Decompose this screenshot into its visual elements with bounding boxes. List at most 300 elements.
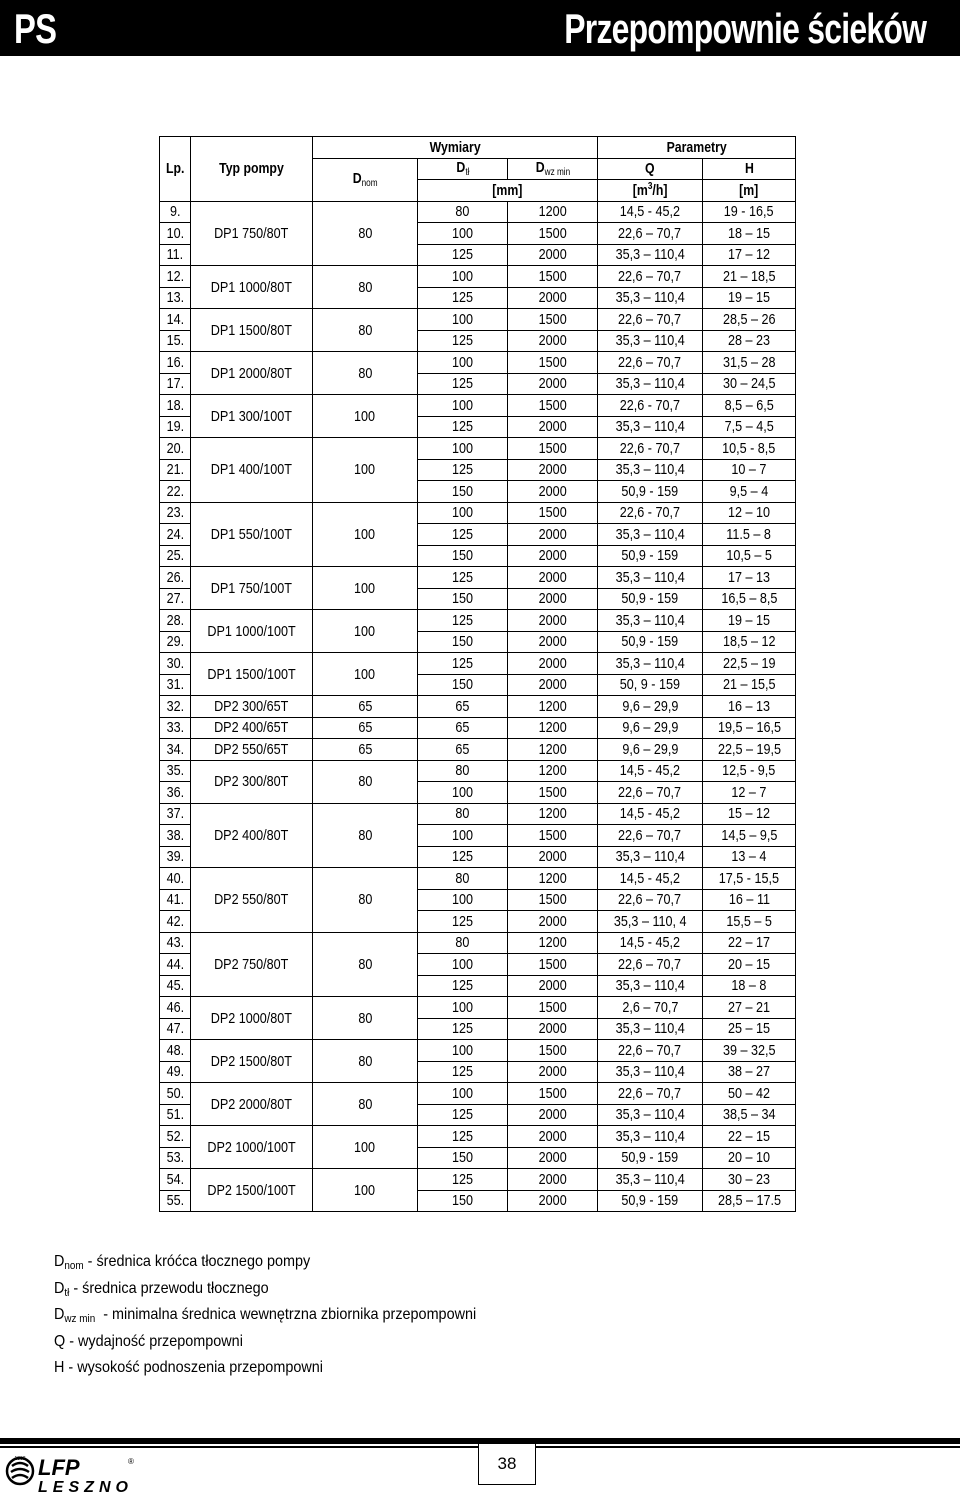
row-number-cell: 48.	[160, 1040, 191, 1062]
legend-item: $D_{wz min}$ - minimalna średnica wewnętrzna zbiornika przepompowni	[54, 1306, 477, 1325]
pump-type-cell: DP1 300/100T	[191, 395, 313, 438]
h-cell: 22 – 15	[703, 1126, 796, 1148]
row-number-cell: 39.	[160, 846, 191, 868]
dwz-cell: 1500	[508, 889, 598, 911]
dnom-cell: 80	[313, 201, 418, 266]
table-row	[160, 610, 796, 632]
dtl-cell: 125	[418, 330, 508, 352]
section-code: PS	[14, 5, 57, 52]
dnom-cell: 80	[313, 1040, 418, 1083]
dwz-cell: 1500	[508, 395, 598, 417]
h-cell: 10,5 – 5	[703, 545, 796, 567]
dtl-cell: 125	[418, 911, 508, 933]
h-cell: 12 – 7	[703, 782, 796, 804]
q-cell: 22,6 – 70,7	[598, 782, 703, 804]
dwz-cell: 2000	[508, 524, 598, 546]
pump-type-cell: DP1 400/100T	[191, 438, 313, 503]
dwz-cell: 2000	[508, 459, 598, 481]
h-cell: 21 – 15,5	[703, 674, 796, 696]
q-cell: 35,3 – 110,4	[598, 1104, 703, 1126]
h-cell: 15,5 – 5	[703, 911, 796, 933]
dwz-cell: 1500	[508, 266, 598, 288]
dwz-cell: 1500	[508, 1040, 598, 1062]
dtl-cell: 80	[418, 803, 508, 825]
q-cell: 35,3 – 110,4	[598, 1018, 703, 1040]
col-dtl-header: $D_{tł}$	[418, 158, 508, 180]
pump-type-cell: DP2 550/65T	[191, 739, 313, 761]
dnom-cell: 80	[313, 1083, 418, 1126]
dwz-cell: 1200	[508, 932, 598, 954]
row-number-cell: 38.	[160, 825, 191, 847]
q-cell: 22,6 - 70,7	[598, 438, 703, 460]
table-row	[160, 1169, 796, 1191]
row-number-cell: 26.	[160, 567, 191, 589]
row-number-cell: 42.	[160, 911, 191, 933]
dtl-cell: 100	[418, 997, 508, 1019]
dnom-cell: 80	[313, 309, 418, 352]
dwz-cell: 1200	[508, 803, 598, 825]
dwz-cell: 1200	[508, 696, 598, 718]
dwz-cell: 2000	[508, 330, 598, 352]
h-cell: 17,5 - 15,5	[703, 868, 796, 890]
pump-type-cell: DP2 1500/80T	[191, 1040, 313, 1083]
dwz-cell: 2000	[508, 481, 598, 503]
h-cell: 17 – 13	[703, 567, 796, 589]
row-number-cell: 32.	[160, 696, 191, 718]
q-cell: 35,3 – 110,4	[598, 330, 703, 352]
dtl-cell: 125	[418, 1018, 508, 1040]
page-title: Przepompownie ścieków	[564, 5, 926, 52]
h-cell: 28,5 – 26	[703, 309, 796, 331]
h-cell: 22 – 17	[703, 932, 796, 954]
q-cell: 14,5 - 45,2	[598, 760, 703, 782]
pump-type-cell: DP1 1500/80T	[191, 309, 313, 352]
legend-item: $D_{tł}$ - średnica przewodu tłocznego	[54, 1279, 269, 1299]
q-cell: 50,9 - 159	[598, 631, 703, 653]
dwz-cell: 1200	[508, 739, 598, 761]
dnom-cell: 80	[313, 760, 418, 803]
legend-item: Q - wydajność przepompowni	[54, 1332, 243, 1350]
dtl-cell: 125	[418, 1104, 508, 1126]
q-cell: 22,6 – 70,7	[598, 825, 703, 847]
row-number-cell: 41.	[160, 889, 191, 911]
row-number-cell: 27.	[160, 588, 191, 610]
dtl-cell: 100	[418, 223, 508, 245]
q-cell: 14,5 - 45,2	[598, 868, 703, 890]
row-number-cell: 15.	[160, 330, 191, 352]
h-cell: 30 – 24,5	[703, 373, 796, 395]
table-row	[160, 739, 796, 761]
table-row	[160, 502, 796, 524]
dwz-cell: 2000	[508, 1190, 598, 1212]
dwz-cell: 1500	[508, 352, 598, 374]
row-number-cell: 37.	[160, 803, 191, 825]
col-lp-header: Lp.	[160, 137, 191, 202]
unit-mm: [mm]	[418, 180, 598, 202]
q-cell: 35,3 – 110,4	[598, 459, 703, 481]
q-cell: 22,6 – 70,7	[598, 309, 703, 331]
row-number-cell: 25.	[160, 545, 191, 567]
dwz-cell: 2000	[508, 1018, 598, 1040]
dtl-cell: 125	[418, 373, 508, 395]
q-cell: 35,3 – 110,4	[598, 567, 703, 589]
row-number-cell: 13.	[160, 287, 191, 309]
dwz-cell: 2000	[508, 567, 598, 589]
q-cell: 22,6 – 70,7	[598, 889, 703, 911]
table-row	[160, 653, 796, 675]
dnom-cell: 80	[313, 352, 418, 395]
dtl-cell: 125	[418, 287, 508, 309]
h-cell: 39 – 32,5	[703, 1040, 796, 1062]
pump-type-cell: DP1 750/100T	[191, 567, 313, 610]
q-cell: 35,3 – 110,4	[598, 1126, 703, 1148]
svg-text:LFP: LFP	[38, 1455, 80, 1480]
dwz-cell: 2000	[508, 911, 598, 933]
h-cell: 7,5 – 4,5	[703, 416, 796, 438]
dwz-cell: 2000	[508, 588, 598, 610]
row-number-cell: 17.	[160, 373, 191, 395]
dtl-cell: 125	[418, 459, 508, 481]
row-number-cell: 54.	[160, 1169, 191, 1191]
dtl-cell: 100	[418, 1083, 508, 1105]
dwz-cell: 1500	[508, 782, 598, 804]
h-cell: 16 – 11	[703, 889, 796, 911]
table-row	[160, 803, 796, 825]
q-cell: 35,3 – 110,4	[598, 287, 703, 309]
dtl-cell: 100	[418, 352, 508, 374]
dtl-cell: 150	[418, 674, 508, 696]
dnom-cell: 100	[313, 1169, 418, 1212]
h-cell: 50 – 42	[703, 1083, 796, 1105]
row-number-cell: 47.	[160, 1018, 191, 1040]
dtl-cell: 100	[418, 266, 508, 288]
dwz-cell: 1200	[508, 760, 598, 782]
h-cell: 10 – 7	[703, 459, 796, 481]
h-cell: 21 – 18,5	[703, 266, 796, 288]
pump-type-cell: DP1 2000/80T	[191, 352, 313, 395]
h-cell: 19 – 15	[703, 287, 796, 309]
row-number-cell: 16.	[160, 352, 191, 374]
q-cell: 50, 9 - 159	[598, 674, 703, 696]
dwz-cell: 1500	[508, 997, 598, 1019]
q-cell: 22,6 – 70,7	[598, 266, 703, 288]
h-cell: 19 - 16,5	[703, 201, 796, 223]
table-row	[160, 309, 796, 331]
table-row	[160, 1040, 796, 1062]
table-body	[160, 201, 796, 1212]
h-cell: 19,5 – 16,5	[703, 717, 796, 739]
row-number-cell: 9.	[160, 201, 191, 223]
dnom-cell: 80	[313, 803, 418, 868]
row-number-cell: 49.	[160, 1061, 191, 1083]
row-number-cell: 35.	[160, 760, 191, 782]
dtl-cell: 125	[418, 567, 508, 589]
q-cell: 35,3 – 110,4	[598, 1061, 703, 1083]
table-row	[160, 266, 796, 288]
dnom-cell: 65	[313, 739, 418, 761]
pump-type-cell: DP1 1000/80T	[191, 266, 313, 309]
h-cell: 14,5 – 9,5	[703, 825, 796, 847]
h-cell: 20 – 10	[703, 1147, 796, 1169]
h-cell: 18 – 8	[703, 975, 796, 997]
dnom-cell: 100	[313, 395, 418, 438]
row-number-cell: 24.	[160, 524, 191, 546]
dwz-cell: 2000	[508, 653, 598, 675]
unit-h: [m]	[703, 180, 796, 202]
table-row	[160, 567, 796, 589]
table-row	[160, 997, 796, 1019]
dtl-cell: 100	[418, 309, 508, 331]
dtl-cell: 150	[418, 1147, 508, 1169]
h-cell: 9,5 – 4	[703, 481, 796, 503]
h-cell: 13 – 4	[703, 846, 796, 868]
q-cell: 35,3 – 110,4	[598, 373, 703, 395]
dtl-cell: 80	[418, 868, 508, 890]
table-row	[160, 1126, 796, 1148]
dtl-cell: 100	[418, 954, 508, 976]
svg-text:®: ®	[128, 1457, 134, 1466]
row-number-cell: 12.	[160, 266, 191, 288]
dwz-cell: 2000	[508, 1061, 598, 1083]
dtl-cell: 125	[418, 1061, 508, 1083]
dwz-cell: 2000	[508, 1126, 598, 1148]
pump-table	[159, 136, 796, 1212]
dtl-cell: 125	[418, 975, 508, 997]
row-number-cell: 23.	[160, 502, 191, 524]
dnom-cell: 80	[313, 932, 418, 997]
q-cell: 50,9 - 159	[598, 1190, 703, 1212]
q-cell: 22,6 - 70,7	[598, 502, 703, 524]
row-number-cell: 30.	[160, 653, 191, 675]
q-cell: 22,6 – 70,7	[598, 352, 703, 374]
dnom-cell: 100	[313, 502, 418, 567]
h-cell: 11.5 – 8	[703, 524, 796, 546]
row-number-cell: 33.	[160, 717, 191, 739]
dwz-cell: 1200	[508, 868, 598, 890]
row-number-cell: 52.	[160, 1126, 191, 1148]
row-number-cell: 46.	[160, 997, 191, 1019]
row-number-cell: 29.	[160, 631, 191, 653]
dtl-cell: 150	[418, 545, 508, 567]
svg-text:LESZNO: LESZNO	[38, 1479, 128, 1494]
col-dwz-header: $D_{wz min}$	[508, 158, 598, 180]
pump-type-cell: DP2 300/80T	[191, 760, 313, 803]
pump-type-cell: DP2 550/80T	[191, 868, 313, 933]
dtl-cell: 125	[418, 524, 508, 546]
dtl-cell: 100	[418, 825, 508, 847]
dtl-cell: 65	[418, 717, 508, 739]
q-cell: 9,6 – 29,9	[598, 696, 703, 718]
h-cell: 16 – 13	[703, 696, 796, 718]
header-bar	[0, 0, 960, 56]
pump-type-cell: DP2 300/65T	[191, 696, 313, 718]
dwz-cell: 2000	[508, 244, 598, 266]
page-number: 38	[478, 1444, 536, 1485]
dtl-cell: 125	[418, 416, 508, 438]
dnom-cell: 80	[313, 997, 418, 1040]
h-cell: 38 – 27	[703, 1061, 796, 1083]
dtl-cell: 150	[418, 481, 508, 503]
dtl-cell: 80	[418, 760, 508, 782]
group-params-header: Parametry	[598, 137, 796, 159]
dwz-cell: 2000	[508, 287, 598, 309]
unit-q: $[m^3/h]$	[598, 180, 703, 202]
q-cell: 35,3 – 110, 4	[598, 911, 703, 933]
dtl-cell: 125	[418, 846, 508, 868]
h-cell: 25 – 15	[703, 1018, 796, 1040]
row-number-cell: 28.	[160, 610, 191, 632]
h-cell: 30 – 23	[703, 1169, 796, 1191]
q-cell: 35,3 – 110,4	[598, 610, 703, 632]
h-cell: 22,5 – 19,5	[703, 739, 796, 761]
h-cell: 10,5 - 8,5	[703, 438, 796, 460]
col-type-header: Typ pompy	[191, 137, 313, 202]
pump-type-cell: DP1 1500/100T	[191, 653, 313, 696]
q-cell: 50,9 - 159	[598, 481, 703, 503]
pump-type-cell: DP2 1000/100T	[191, 1126, 313, 1169]
dwz-cell: 1500	[508, 825, 598, 847]
row-number-cell: 43.	[160, 932, 191, 954]
table-row	[160, 760, 796, 782]
legend-item: H - wysokość podnoszenia przepompowni	[54, 1359, 323, 1376]
q-cell: 35,3 – 110,4	[598, 975, 703, 997]
q-cell: 35,3 – 110,4	[598, 244, 703, 266]
dwz-cell: 2000	[508, 846, 598, 868]
dwz-cell: 2000	[508, 674, 598, 696]
h-cell: 38,5 – 34	[703, 1104, 796, 1126]
q-cell: 14,5 - 45,2	[598, 201, 703, 223]
dwz-cell: 2000	[508, 610, 598, 632]
pump-type-cell: DP1 1000/100T	[191, 610, 313, 653]
q-cell: 22,6 – 70,7	[598, 1083, 703, 1105]
h-cell: 12 – 10	[703, 502, 796, 524]
dwz-cell: 1500	[508, 438, 598, 460]
q-cell: 50,9 - 159	[598, 588, 703, 610]
dtl-cell: 100	[418, 395, 508, 417]
table-row	[160, 395, 796, 417]
dtl-cell: 100	[418, 782, 508, 804]
row-number-cell: 31.	[160, 674, 191, 696]
h-cell: 15 – 12	[703, 803, 796, 825]
row-number-cell: 55.	[160, 1190, 191, 1212]
h-cell: 18,5 – 12	[703, 631, 796, 653]
q-cell: 14,5 - 45,2	[598, 803, 703, 825]
dtl-cell: 150	[418, 1190, 508, 1212]
pump-type-cell: DP2 1500/100T	[191, 1169, 313, 1212]
q-cell: 2,6 – 70,7	[598, 997, 703, 1019]
row-number-cell: 40.	[160, 868, 191, 890]
dtl-cell: 125	[418, 1126, 508, 1148]
dtl-cell: 125	[418, 244, 508, 266]
dwz-cell: 1500	[508, 309, 598, 331]
q-cell: 9,6 – 29,9	[598, 739, 703, 761]
h-cell: 19 – 15	[703, 610, 796, 632]
dtl-cell: 80	[418, 201, 508, 223]
group-dims-header: Wymiary	[313, 137, 598, 159]
dnom-cell: 65	[313, 696, 418, 718]
dtl-cell: 150	[418, 588, 508, 610]
row-number-cell: 18.	[160, 395, 191, 417]
dwz-cell: 2000	[508, 975, 598, 997]
legend-item: $D_{nom}$ - średnica króćca tłocznego pompy	[54, 1253, 311, 1272]
h-cell: 8,5 – 6,5	[703, 395, 796, 417]
dnom-cell: 100	[313, 610, 418, 653]
q-cell: 35,3 – 110,4	[598, 653, 703, 675]
row-number-cell: 53.	[160, 1147, 191, 1169]
pump-type-cell: DP2 1000/80T	[191, 997, 313, 1040]
table-row	[160, 438, 796, 460]
row-number-cell: 36.	[160, 782, 191, 804]
dwz-cell: 2000	[508, 373, 598, 395]
row-number-cell: 44.	[160, 954, 191, 976]
dtl-cell: 65	[418, 696, 508, 718]
h-cell: 20 – 15	[703, 954, 796, 976]
row-number-cell: 34.	[160, 739, 191, 761]
q-cell: 35,3 – 110,4	[598, 846, 703, 868]
row-number-cell: 45.	[160, 975, 191, 997]
table-row	[160, 1083, 796, 1105]
dnom-cell: 100	[313, 438, 418, 503]
q-cell: 22,6 - 70,7	[598, 395, 703, 417]
q-cell: 50,9 - 159	[598, 1147, 703, 1169]
dwz-cell: 2000	[508, 631, 598, 653]
dnom-cell: 80	[313, 868, 418, 933]
pump-type-cell: DP1 750/80T	[191, 201, 313, 266]
dwz-cell: 1500	[508, 1083, 598, 1105]
pump-type-cell: DP2 2000/80T	[191, 1083, 313, 1126]
lfp-leszno-logo	[4, 1454, 144, 1494]
table-row	[160, 717, 796, 739]
h-cell: 18 – 15	[703, 223, 796, 245]
table-row	[160, 696, 796, 718]
dtl-cell: 100	[418, 502, 508, 524]
h-cell: 17 – 12	[703, 244, 796, 266]
row-number-cell: 11.	[160, 244, 191, 266]
dtl-cell: 125	[418, 610, 508, 632]
row-number-cell: 22.	[160, 481, 191, 503]
dtl-cell: 125	[418, 1169, 508, 1191]
dwz-cell: 2000	[508, 545, 598, 567]
legend	[54, 1251, 523, 1384]
table-row	[160, 201, 796, 223]
q-cell: 14,5 - 45,2	[598, 932, 703, 954]
q-cell: 35,3 – 110,4	[598, 1169, 703, 1191]
col-q-header: Q	[598, 158, 703, 180]
q-cell: 22,6 – 70,7	[598, 1040, 703, 1062]
dnom-cell: 100	[313, 567, 418, 610]
q-cell: 35,3 – 110,4	[598, 524, 703, 546]
dwz-cell: 1500	[508, 502, 598, 524]
dnom-cell: 80	[313, 266, 418, 309]
h-cell: 27 – 21	[703, 997, 796, 1019]
dwz-cell: 1200	[508, 201, 598, 223]
row-number-cell: 14.	[160, 309, 191, 331]
dwz-cell: 1500	[508, 223, 598, 245]
pump-type-cell: DP2 400/65T	[191, 717, 313, 739]
dwz-cell: 2000	[508, 1104, 598, 1126]
h-cell: 22,5 – 19	[703, 653, 796, 675]
row-number-cell: 51.	[160, 1104, 191, 1126]
q-cell: 22,6 – 70,7	[598, 223, 703, 245]
row-number-cell: 19.	[160, 416, 191, 438]
dnom-cell: 100	[313, 653, 418, 696]
dwz-cell: 2000	[508, 1147, 598, 1169]
row-number-cell: 20.	[160, 438, 191, 460]
col-dnom-header: $D_{nom}$	[313, 158, 418, 201]
table-row	[160, 932, 796, 954]
q-cell: 22,6 – 70,7	[598, 954, 703, 976]
pump-type-cell: DP2 750/80T	[191, 932, 313, 997]
